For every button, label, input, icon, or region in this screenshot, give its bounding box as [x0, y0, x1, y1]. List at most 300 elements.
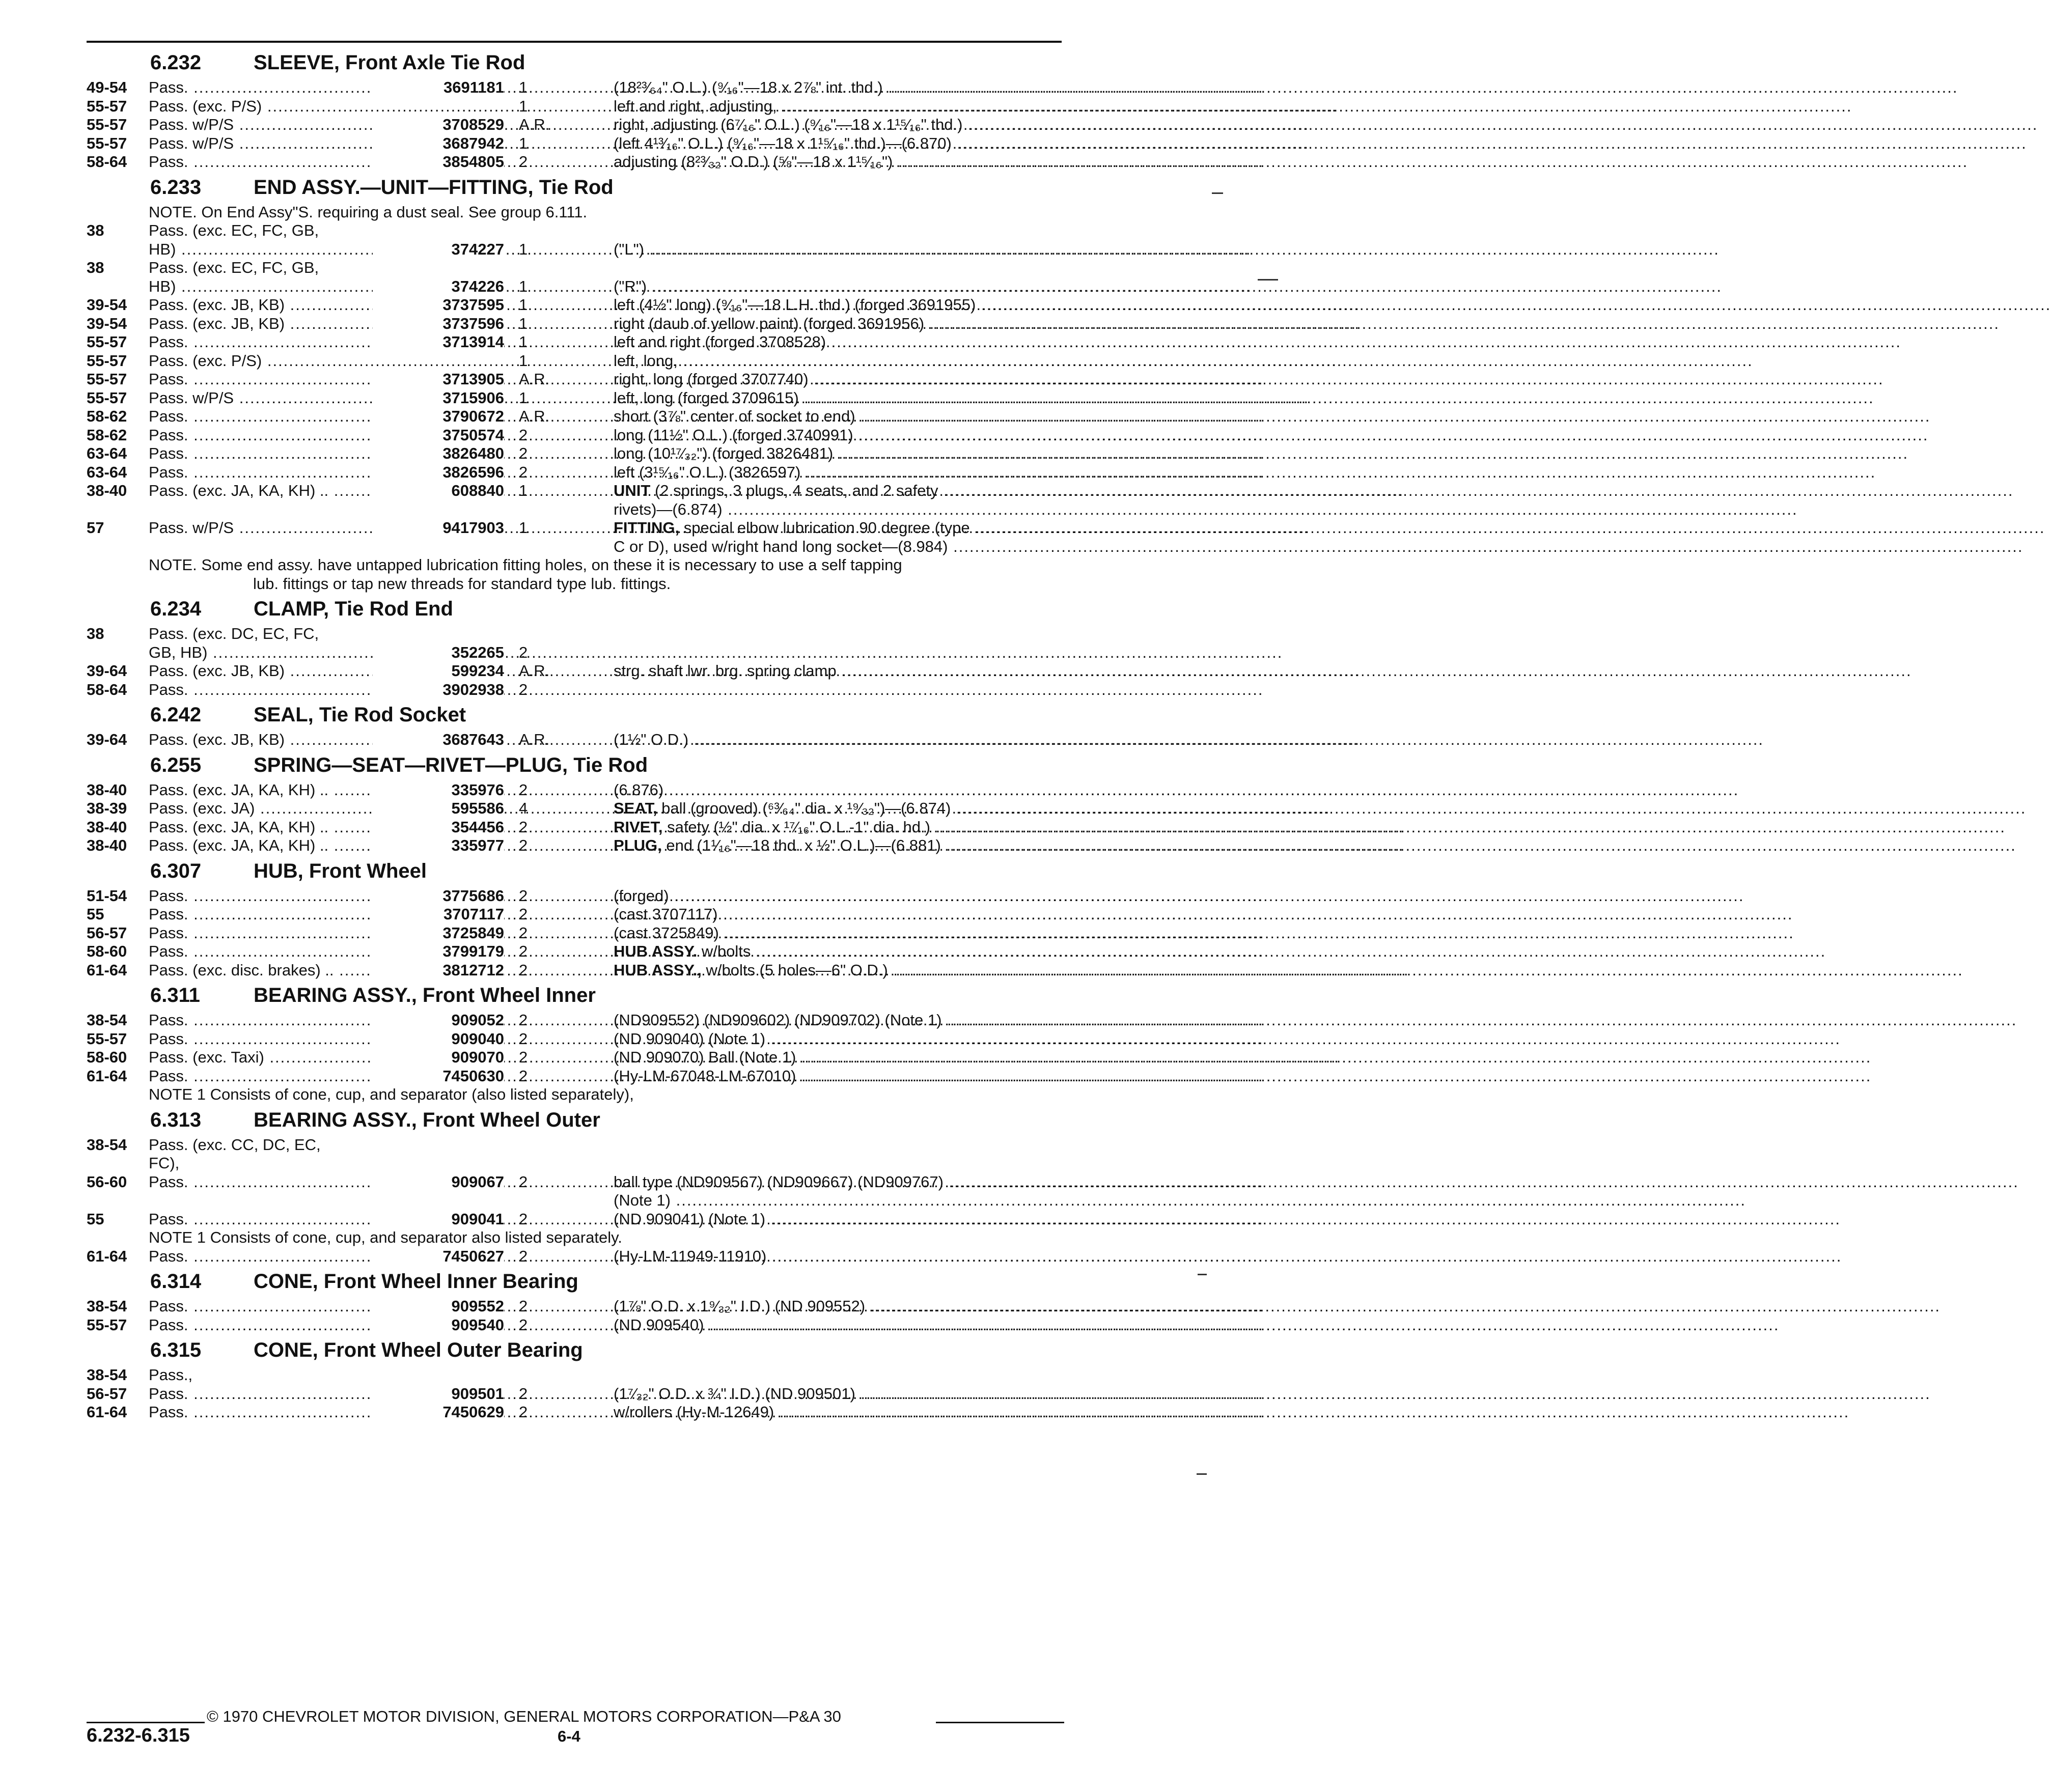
part-number: 599234 — [373, 662, 504, 681]
description-text: rivets)—(6.874) — [614, 500, 723, 518]
model-years: 56-57 — [87, 1384, 127, 1403]
top-rule — [87, 41, 1062, 43]
section-title: BEARING ASSY., Front Wheel Inner — [254, 984, 596, 1006]
quantity: A.R. — [519, 407, 550, 425]
part-number: 7450630 — [373, 1067, 504, 1086]
description-text: ball type (ND909567) (ND909667) (ND909767) — [614, 1172, 944, 1191]
model-years: 38 — [87, 221, 104, 239]
quantity: 1 — [519, 388, 528, 407]
quantity: 2 — [519, 643, 528, 661]
quantity: 1 — [519, 519, 528, 537]
margin-mark — [1212, 192, 1223, 194]
application: Pass. (exc. JA, KA, KH) .. ..... — [149, 482, 455, 500]
quantity: 1 — [519, 333, 528, 351]
description-text: (Note 1) — [614, 1191, 671, 1209]
description — [614, 1247, 1064, 1266]
quantity: 2 — [519, 153, 528, 171]
quantity: A.R. — [519, 116, 550, 133]
description-text: (1⁷⁄₃₂" O.D. x ¾" I.D.) (ND 909501) — [614, 1384, 855, 1403]
part-number: 3708529 — [373, 116, 504, 134]
description-text: left, long (forged 3709615) — [614, 388, 799, 407]
quantity: 1 — [519, 296, 528, 314]
quantity: 2 — [519, 1172, 528, 1191]
part-row — [87, 389, 1064, 408]
quantity: 1 — [519, 134, 528, 152]
application: Pass. (exc. Taxi) ..... — [149, 1048, 455, 1067]
note-line: NOTE 1 Consists of cone, cup, and separator (also listed separately), — [149, 1085, 634, 1103]
part-number: 3715906 — [373, 389, 504, 408]
description — [614, 116, 1064, 134]
description-text: (ND909552) (ND909602) (ND909702) (Note 1) — [614, 1011, 942, 1029]
part-row — [87, 1154, 1064, 1173]
application: Pass. (exc. EC, FC, GB, — [149, 221, 319, 239]
application: Pass. ..... — [149, 426, 455, 445]
model-years: 38-54 — [87, 1366, 127, 1384]
description-text: left (4½" long) (⁹⁄₁₆"—18 L.H. thd.) (forged 3691955) — [614, 296, 976, 314]
description — [614, 1030, 1064, 1049]
section-number: 6.255 — [150, 753, 202, 776]
description-text: C or D), used w/right hand long socket—(8.984) — [614, 537, 948, 555]
description — [614, 240, 1064, 259]
part-number: 909052 — [373, 1011, 504, 1030]
description — [614, 731, 1064, 749]
quantity: 2 — [519, 1029, 528, 1048]
part-row — [87, 277, 1064, 296]
section-note — [87, 1085, 1064, 1104]
part-row — [87, 370, 1064, 389]
application: Pass. w/P/S ..... — [149, 519, 455, 538]
section-title: BEARING ASSY., Front Wheel Outer — [254, 1108, 600, 1131]
description-text: (1½" O.D.) — [614, 731, 689, 748]
description — [614, 352, 1064, 371]
part-number: 352265 — [373, 643, 504, 662]
description — [614, 482, 1064, 500]
part-number: 909070 — [373, 1048, 504, 1067]
part-row — [87, 352, 1064, 371]
part-row — [87, 961, 1064, 980]
description — [614, 407, 1064, 426]
quantity: 2 — [519, 1048, 528, 1066]
application: Pass. (exc. DC, EC, FC, — [149, 625, 319, 642]
part-row — [87, 134, 1064, 153]
section-heading — [87, 1334, 1064, 1366]
description-text: ball (grooved) (⁶³⁄₆₄" dia. x ¹⁹⁄₃₂")—(6.874) — [657, 799, 951, 817]
application: Pass. ..... — [149, 333, 455, 352]
part-row — [87, 333, 1064, 352]
model-years: 61-64 — [87, 961, 127, 979]
part-number: 3826596 — [373, 463, 504, 482]
section-heading — [87, 172, 1064, 203]
description-text: adjusting (8²³⁄₃₂" O.D.) (⅝"—18 x 1¹⁵⁄₁₆") — [614, 153, 893, 171]
description-text: long (11½" O.L.) (forged 3740991) — [614, 426, 853, 444]
description-label: UNIT — [614, 482, 651, 499]
part-row — [87, 1228, 1064, 1247]
section-number: 6.313 — [150, 1108, 202, 1131]
model-years: 57 — [87, 519, 104, 537]
description — [614, 836, 1064, 855]
note-line: lub. fittings or tap new threads for standard type lub. fittings. — [253, 574, 671, 593]
part-number: 7450627 — [373, 1247, 504, 1266]
quantity: 2 — [519, 1067, 528, 1085]
application: Pass. (exc. JB, KB) ..... — [149, 315, 455, 333]
description-text: left and right (forged 3708528) — [614, 333, 826, 351]
quantity: 1 — [519, 482, 528, 499]
part-number: 335977 — [373, 836, 504, 855]
description-text: (1⅞" O.D. x 1⁹⁄₃₂" I.D.) (ND 909552) — [614, 1297, 866, 1315]
model-years: 56-57 — [87, 923, 127, 942]
description-text: end (1¹⁄₁₆"—18 thd. x ½" O.L.)—(6.881) — [661, 836, 941, 854]
part-row — [87, 1297, 1064, 1316]
application: Pass. ..... — [149, 1297, 455, 1316]
model-years: 39-54 — [87, 314, 127, 332]
description-label: PLUG, — [614, 836, 662, 854]
model-years: 55 — [87, 1210, 104, 1228]
part-number: 7450629 — [373, 1403, 504, 1422]
application: Pass. w/P/S ..... — [149, 134, 455, 153]
application: Pass. ..... — [149, 942, 455, 961]
part-row — [87, 153, 1064, 172]
part-row — [87, 259, 1064, 277]
part-row — [87, 799, 1064, 818]
description — [614, 296, 1064, 315]
section-number: 6.234 — [150, 598, 202, 620]
part-row — [87, 1030, 1064, 1049]
model-years: 58-62 — [87, 407, 127, 425]
description — [614, 277, 1064, 296]
description — [614, 1048, 1064, 1067]
application: Pass. ..... — [149, 1403, 455, 1422]
part-row — [87, 1366, 1064, 1385]
part-row — [87, 1136, 1064, 1155]
model-years: 39-64 — [87, 731, 127, 748]
description — [614, 1191, 1064, 1210]
part-row — [87, 97, 1064, 116]
application: Pass. ..... — [149, 463, 455, 482]
application: Pass. (exc. P/S) ..... — [149, 97, 455, 116]
part-number: 335976 — [373, 781, 504, 800]
description — [614, 924, 1064, 943]
part-row — [87, 1011, 1064, 1030]
description-text: special elbow lubrication 90 degree (type — [679, 519, 970, 537]
part-row — [87, 781, 1064, 800]
part-row — [87, 924, 1064, 943]
model-years: 38-40 — [87, 780, 127, 799]
model-years: 39-54 — [87, 296, 127, 314]
quantity: 2 — [519, 1011, 528, 1029]
quantity: A.R. — [519, 731, 550, 748]
description — [614, 1067, 1064, 1086]
quantity: 2 — [519, 444, 528, 462]
section-title: HUB, Front Wheel — [254, 859, 427, 882]
part-row — [87, 1191, 1064, 1210]
model-years: 38-40 — [87, 836, 127, 854]
application: Pass. ..... — [149, 78, 455, 97]
application: Pass. (exc. EC, FC, GB, — [149, 259, 319, 276]
model-years: 58-60 — [87, 942, 127, 960]
part-row — [87, 538, 1064, 556]
part-number: 3826480 — [373, 444, 504, 463]
quantity: 2 — [519, 942, 528, 960]
description-label: HUB ASSY., — [614, 961, 702, 979]
part-row — [87, 78, 1064, 97]
part-row — [87, 731, 1064, 749]
application: Pass. ..... — [149, 153, 455, 172]
part-row — [87, 942, 1064, 961]
part-number: 3799179 — [373, 942, 504, 961]
description — [614, 426, 1064, 445]
part-row — [87, 240, 1064, 259]
section-heading — [87, 699, 1064, 731]
description-text: (cast 3725849) — [614, 923, 719, 942]
model-years: 55-57 — [87, 1029, 127, 1048]
part-number: 3812712 — [373, 961, 504, 980]
description — [614, 818, 1064, 837]
application: Pass. w/P/S ..... — [149, 389, 455, 408]
section-number: 6.232 — [150, 51, 202, 74]
description-label: SEAT, — [614, 799, 657, 817]
part-row — [87, 407, 1064, 426]
application: Pass. ..... — [149, 407, 455, 426]
application: HB) ..... — [149, 240, 455, 259]
model-years: 63-64 — [87, 463, 127, 481]
model-years: 58-64 — [87, 153, 127, 171]
part-row — [87, 463, 1064, 482]
section-number: 6.233 — [150, 176, 202, 199]
margin-mark — [1197, 1473, 1207, 1475]
description — [614, 538, 1064, 556]
part-row — [87, 1247, 1064, 1266]
part-row — [87, 500, 1064, 519]
description — [614, 333, 1064, 352]
part-row — [87, 444, 1064, 463]
part-number: 3854805 — [373, 153, 504, 172]
description — [614, 887, 1064, 906]
section-heading — [87, 855, 1064, 887]
quantity: 2 — [519, 818, 528, 836]
description-text: (left 4¹³⁄₁₆" O.L.) (⁹⁄₁₆"—18 x 1¹⁵⁄₁₆" thd.)—(6.870) — [614, 134, 952, 152]
margin-mark — [1198, 1274, 1207, 1275]
part-number: 595586 — [373, 799, 504, 818]
model-years: 55 — [87, 905, 104, 923]
description — [614, 500, 1064, 519]
section-title: SPRING—SEAT—RIVET—PLUG, Tie Rod — [254, 753, 648, 776]
model-years: 38-54 — [87, 1297, 127, 1315]
footer-copyright: © 1970 CHEVROLET MOTOR DIVISION, GENERAL MOTORS CORPORATION—P&A 30 — [207, 1707, 841, 1725]
model-years: 61-64 — [87, 1247, 127, 1265]
quantity: 2 — [519, 836, 528, 854]
description — [614, 519, 1064, 538]
quantity: A.R. — [519, 662, 550, 680]
description-text: ("R") — [614, 277, 647, 295]
footer-rule-right — [936, 1722, 1064, 1723]
description-text: left (3¹⁵⁄₁₆" O.L.) (3826597) — [614, 463, 801, 481]
section-heading — [87, 1104, 1064, 1136]
part-number: 3713914 — [373, 333, 504, 352]
section-heading — [87, 1266, 1064, 1297]
part-number: 3707117 — [373, 905, 504, 924]
description — [614, 905, 1064, 924]
description-label: HUB ASSY. — [614, 942, 698, 960]
section-number: 6.311 — [150, 984, 200, 1006]
quantity: 2 — [519, 1315, 528, 1334]
description-label: RIVET, — [614, 818, 663, 836]
footer-rule-left — [87, 1722, 205, 1723]
description — [614, 389, 1064, 408]
part-row — [87, 519, 1064, 538]
description-text: short (3⅞" center of socket to end) — [614, 407, 855, 425]
part-row — [87, 116, 1064, 134]
part-row — [87, 1048, 1064, 1067]
description — [614, 78, 1064, 97]
description-text: left and right, adjusting, — [614, 97, 777, 115]
model-years: 38-40 — [87, 482, 127, 499]
section-title: SLEEVE, Front Axle Tie Rod — [254, 51, 525, 74]
part-number: 909040 — [373, 1030, 504, 1049]
description-text: (Hy-LM-67048-LM-67010) — [614, 1067, 796, 1085]
part-number: 3737596 — [373, 315, 504, 333]
description — [614, 1403, 1064, 1422]
part-number: 3737595 — [373, 296, 504, 315]
application: Pass. (exc. JA, KA, KH) .. ..... — [149, 781, 455, 800]
description-text: w/bolts — [697, 942, 751, 960]
part-number: 608840 — [373, 482, 504, 500]
application: Pass. ..... — [149, 444, 455, 463]
part-row — [87, 426, 1064, 445]
section-number: 6.307 — [150, 859, 202, 882]
part-number: 3902938 — [373, 681, 504, 699]
model-years: 38-39 — [87, 799, 127, 817]
section-title: CLAMP, Tie Rod End — [254, 598, 453, 620]
quantity: 2 — [519, 1403, 528, 1421]
description — [614, 799, 1064, 818]
description-text: (6.876) — [614, 780, 664, 799]
application: Pass. (exc. JA) ..... — [149, 799, 455, 818]
footer-section-range: 6.232-6.315 — [87, 1725, 190, 1746]
part-number: 3713905 — [373, 370, 504, 389]
model-years: 56-60 — [87, 1172, 127, 1191]
model-years: 38-40 — [87, 818, 127, 836]
parts-list — [87, 47, 1064, 1422]
description-text: (ND 909540) — [614, 1315, 704, 1334]
part-number: 909540 — [373, 1316, 504, 1335]
application: Pass. (exc. disc. brakes) .. ..... — [149, 961, 455, 980]
description-text: w/bolts (5 holes—6" O.D.) — [701, 961, 888, 979]
part-row — [87, 221, 1064, 240]
section-title: CONE, Front Wheel Outer Bearing — [254, 1339, 583, 1361]
section-title: SEAL, Tie Rod Socket — [254, 704, 466, 726]
quantity: 1 — [519, 314, 528, 332]
application: Pass., — [149, 1366, 193, 1384]
part-row — [87, 482, 1064, 500]
model-years: 38 — [87, 625, 104, 642]
quantity: 2 — [519, 780, 528, 799]
part-row — [87, 836, 1064, 855]
application: Pass. ..... — [149, 1011, 455, 1030]
section-heading — [87, 593, 1064, 625]
quantity: 2 — [519, 1210, 528, 1228]
application: Pass. (exc. JB, KB) ..... — [149, 296, 455, 315]
quantity: 1 — [519, 351, 528, 370]
quantity: 2 — [519, 680, 528, 698]
description-text: (2 springs, 3 plugs, 4 seats, and 2 safety — [650, 482, 938, 499]
description — [614, 1316, 1064, 1335]
description-text: right, adjusting (6⁷⁄₁₆" O.L.) (⁹⁄₁₆"—18 x 1¹⁵⁄₁₆" thd.) — [614, 116, 963, 133]
application: Pass. ..... — [149, 1173, 455, 1192]
section-heading — [87, 749, 1064, 781]
part-number: 3687643 — [373, 731, 504, 749]
description — [614, 370, 1064, 389]
quantity: 4 — [519, 799, 528, 817]
description — [614, 942, 1064, 961]
model-years: 55-57 — [87, 351, 127, 370]
application: Pass. (exc. JB, KB) ..... — [149, 662, 455, 681]
description-text: strg. shaft lwr. brg. spring clamp — [614, 662, 837, 680]
part-row — [87, 1385, 1064, 1404]
description — [614, 1210, 1064, 1229]
quantity: 1 — [519, 97, 528, 115]
description-text: (cast 3707117) — [614, 905, 718, 923]
model-years: 39-64 — [87, 662, 127, 680]
application: Pass. ..... — [149, 1385, 455, 1404]
application: HB) ..... — [149, 277, 455, 296]
part-number: 3775686 — [373, 887, 504, 906]
part-row — [87, 1403, 1064, 1422]
description-text: safety (½" dia. x ¹⁷⁄₁₆" O.L.-1" dia. hd.) — [662, 818, 930, 836]
part-row — [87, 625, 1064, 643]
quantity: 1 — [519, 240, 528, 258]
description — [614, 961, 1064, 980]
application: NOTE 1 Consists of cone, cup, and separator also listed separately. — [149, 1228, 622, 1246]
application: Pass. ..... — [149, 681, 455, 699]
application: Pass. (exc. JA, KA, KH) .. ..... — [149, 818, 455, 837]
section-heading — [87, 47, 1064, 78]
description — [614, 1011, 1064, 1030]
part-row — [87, 887, 1064, 906]
model-years: 55-57 — [87, 134, 127, 152]
application: Pass. ..... — [149, 1247, 455, 1266]
model-years: 58-62 — [87, 426, 127, 444]
application: Pass. (exc. JA, KA, KH) .. ..... — [149, 836, 455, 855]
application: Pass. ..... — [149, 887, 455, 906]
quantity: 2 — [519, 886, 528, 905]
description — [614, 781, 1064, 800]
model-years: 55-57 — [87, 370, 127, 388]
application: Pass. ..... — [149, 1030, 455, 1049]
model-years: 55-57 — [87, 388, 127, 407]
description-text: right (daub of yellow paint) (forged 3691956) — [614, 314, 925, 332]
description — [614, 134, 1064, 153]
model-years: 61-64 — [87, 1403, 127, 1421]
description — [614, 662, 1064, 681]
part-row — [87, 1316, 1064, 1335]
description-text: long (10¹⁷⁄₃₂") (forged 3826481) — [614, 444, 834, 462]
part-number: 909552 — [373, 1297, 504, 1316]
model-years: 55-57 — [87, 116, 127, 133]
section-title: CONE, Front Wheel Inner Bearing — [254, 1270, 578, 1293]
quantity: 2 — [519, 961, 528, 979]
description — [614, 315, 1064, 333]
application: Pass. ..... — [149, 905, 455, 924]
section-note — [87, 556, 1064, 593]
application: Pass. ..... — [149, 1316, 455, 1335]
description-text: (forged) — [614, 886, 669, 905]
model-years: 58-64 — [87, 680, 127, 698]
application: Pass. ..... — [149, 1067, 455, 1086]
description — [614, 153, 1064, 172]
model-years: 38-54 — [87, 1011, 127, 1029]
section-note: NOTE. On End Assy"S. requiring a dust seal. See group 6.111. — [149, 203, 588, 221]
description-text: (18²³⁄₆₄" O.L.) (⁹⁄₁₆"—18 x 2⅞" int. thd.) — [614, 78, 883, 96]
